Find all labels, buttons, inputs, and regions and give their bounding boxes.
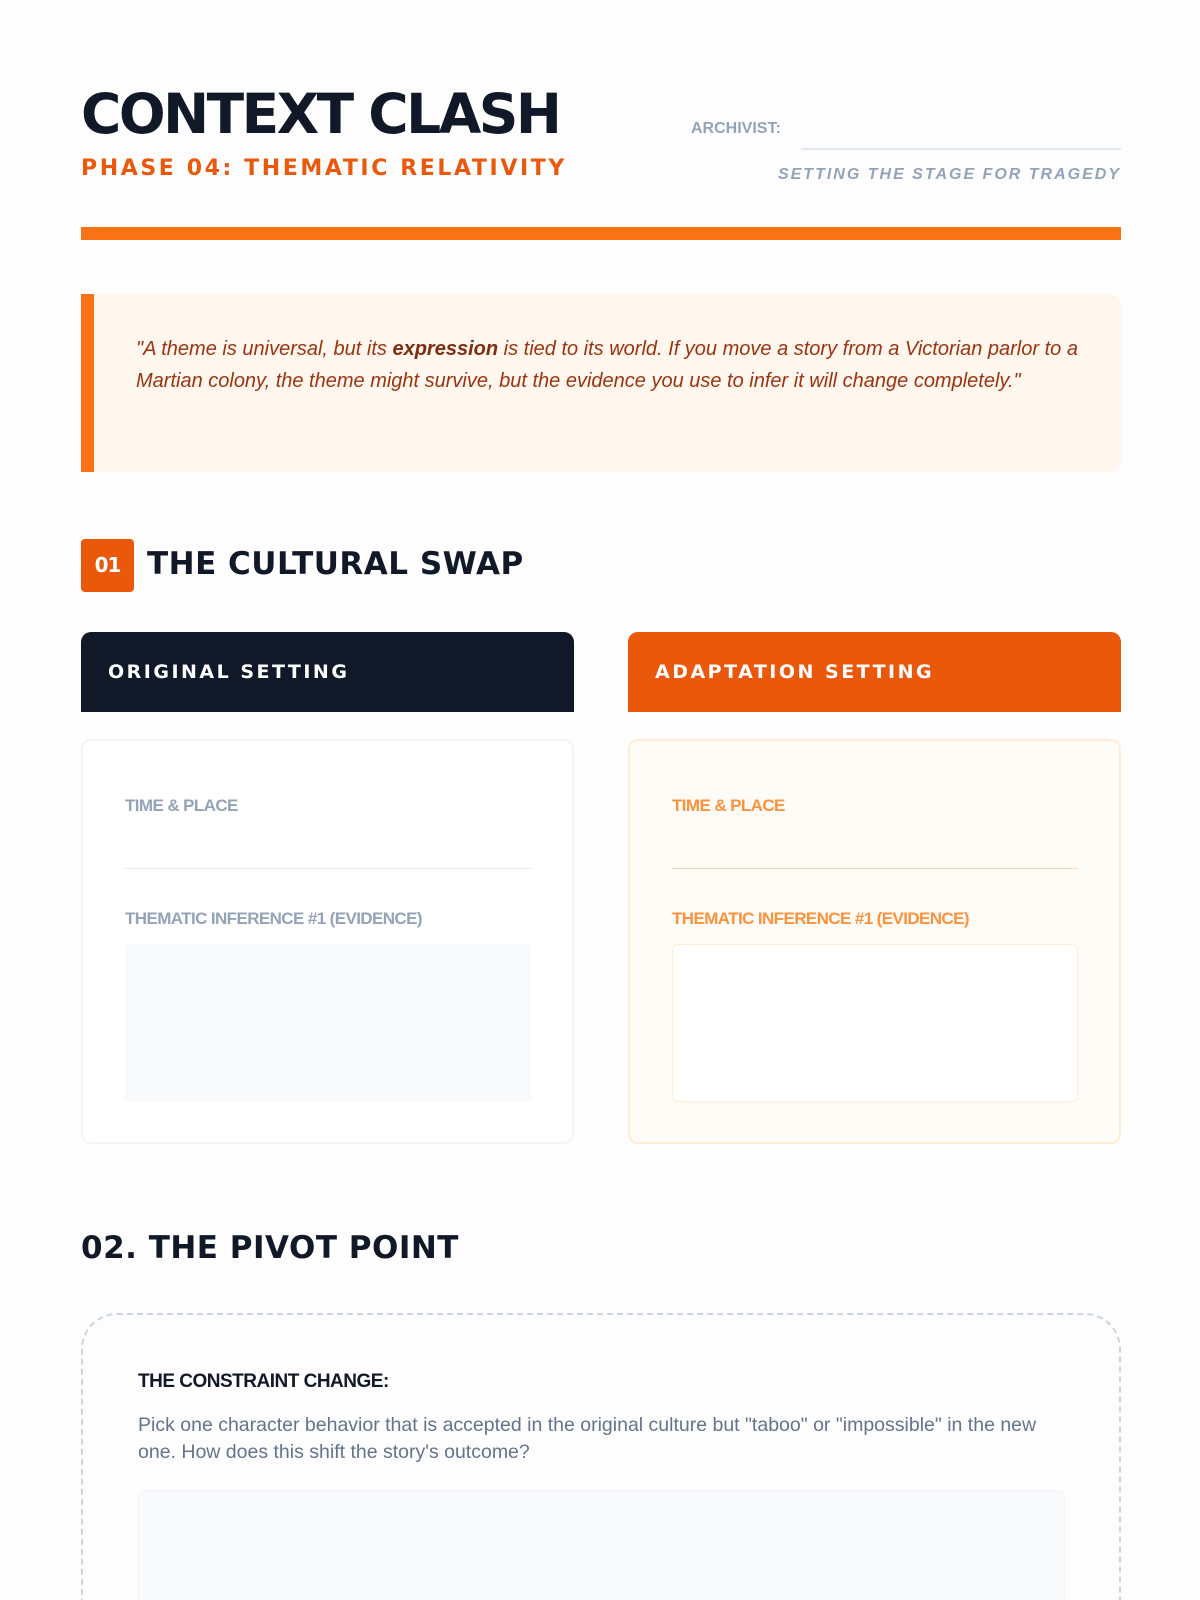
original-setting-header: ORIGINAL SETTING: [81, 632, 574, 712]
section-number-badge: 01: [81, 539, 134, 592]
quote-text-end: is tied to its world. If you move a story from a Victorian parlor to a Martian colony, the theme might survive, but the evidence you use to infer it will change completely.": [136, 338, 1078, 392]
constraint-change-textarea[interactable]: [138, 1490, 1065, 1600]
adaptation-time-place-label: TIME & PLACE: [672, 796, 785, 815]
section-title-cultural-swap: THE CULTURAL SWAP: [147, 546, 524, 582]
page-title: CONTEXT CLASH: [81, 82, 560, 146]
original-time-place-input[interactable]: [125, 868, 531, 869]
original-inference-label: THEMATIC INFERENCE #1 (EVIDENCE): [125, 909, 422, 928]
original-time-place-label: TIME & PLACE: [125, 796, 238, 815]
pivot-point-panel: [81, 1313, 1121, 1600]
quote-text: [136, 333, 1086, 397]
constraint-change-description: Pick one character behavior that is accepted in the original culture but "taboo" or "impossible" in the new one. How does this shift the story's outcome?: [138, 1414, 1037, 1463]
adaptation-time-place-input[interactable]: [672, 868, 1078, 869]
adaptation-setting-header: ADAPTATION SETTING: [628, 632, 1121, 712]
quote-text-start: "A theme is universal, but its: [136, 338, 393, 360]
adaptation-setting-card: [628, 739, 1121, 1144]
original-setting-card: [81, 739, 574, 1144]
adaptation-inference-textarea[interactable]: [672, 944, 1078, 1102]
worksheet-page: [81, 0, 1121, 1600]
original-inference-textarea[interactable]: [125, 944, 531, 1102]
header-divider: [81, 227, 1121, 240]
archivist-input-line[interactable]: [801, 148, 1121, 150]
tagline: SETTING THE STAGE FOR TRAGEDY: [777, 166, 1121, 183]
quote-emphasis: expression: [392, 338, 499, 360]
section-title-pivot-point: 02. THE PIVOT POINT: [81, 1230, 459, 1266]
constraint-change-heading: THE CONSTRAINT CHANGE:: [138, 1371, 389, 1392]
archivist-label: ARCHIVIST:: [691, 120, 781, 137]
adaptation-inference-label: THEMATIC INFERENCE #1 (EVIDENCE): [672, 909, 969, 928]
quote-callout: [81, 294, 1121, 472]
page-subtitle: PHASE 04: THEMATIC RELATIVITY: [81, 156, 567, 181]
